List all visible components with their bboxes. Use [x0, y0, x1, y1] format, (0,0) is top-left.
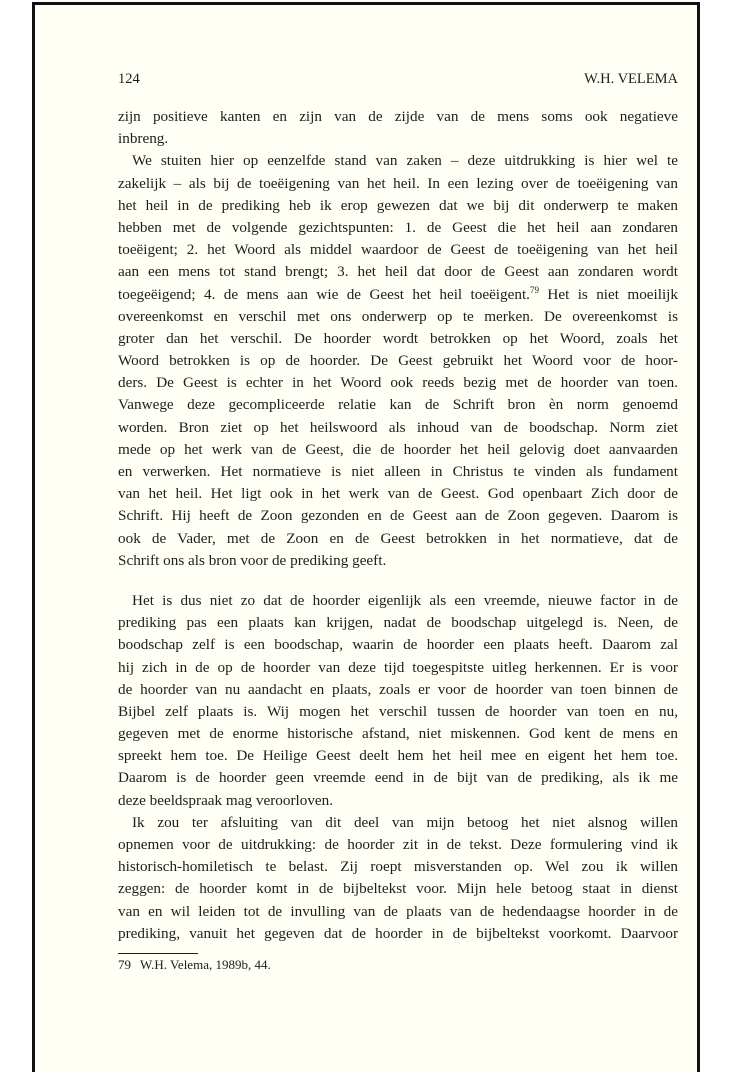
text-line: zijn positieve kanten en zijn van de zijde van de mens soms ook negatieve	[118, 108, 678, 125]
running-head	[118, 71, 678, 89]
text-line: hebben met de volgende gezichtspunten: 1. de Geest die het heil aan zondaren	[118, 218, 678, 236]
text-line: spreekt hem toe. De Heilige Geest deelt hem het heil mee en eigent het hem toe.	[118, 747, 678, 765]
paragraph	[118, 590, 678, 812]
paragraph	[118, 150, 678, 572]
paragraph-gap	[118, 572, 678, 590]
text-line: de hoorder van nu aandacht en plaats, zoals er voor de hoorder van toen binnen de	[118, 680, 678, 698]
text-line: van en wil leiden tot de invulling van de plaats van de hedendaagse hoorder in de	[118, 902, 678, 920]
text-line: hij zich in de op de hoorder van deze tijd toegespitste uitleg herkennen. Er is voor	[118, 658, 678, 676]
text-line: ders. De Geest is echter in het Woord ook reeds bezig met de hoorder van toen.	[118, 374, 678, 392]
text-line: Ik zou ter afsluiting van dit deel van mijn betoog het niet alsnog willen	[132, 813, 678, 831]
text-line: We stuiten hier op eenzelfde stand van zaken – deze uitdrukking is hier wel te	[132, 152, 678, 170]
text-line	[118, 284, 678, 306]
footnote	[118, 957, 271, 973]
body-text	[118, 106, 678, 945]
paragraph	[118, 106, 678, 150]
text-line: prediking, vanuit het gegeven dat de hoorder in de bijbeltekst voorkomt. Daarvoor	[118, 924, 678, 942]
text-line: zakelijk – als bij de toeëigening van het heil. In een lezing over de toeëigening van	[118, 174, 678, 192]
text-line: boodschap zelf is een boodschap, waarin de hoorder een plaats heeft. Daarom zal	[118, 636, 678, 654]
text-line: worden. Bron ziet op het heilswoord als inhoud van de boodschap. Norm ziet	[118, 418, 678, 436]
text-line: opnemen voor de uitdrukking: de hoorder zit in de tekst. Deze formulering vind ik	[118, 836, 678, 853]
page-number: 124	[118, 71, 140, 87]
text-line: Schrift. Hij heeft de Zoon gezonden en de Geest aan de Zoon gegeven. Daarom is	[118, 507, 678, 525]
text-line: Het is dus niet zo dat de hoorder eigenlijk als een vreemde, nieuwe factor in de	[132, 591, 678, 609]
text-line: historisch-homiletisch te belast. Zij roept misverstanden op. Wel zou ik willen	[118, 858, 678, 876]
text-line: mede op het werk van de Geest, die de hoorder het heil gelovig doet aanvaarden	[118, 440, 678, 458]
text-line: prediking pas een plaats kan krijgen, nadat de boodschap uitgelegd is. Neen, de	[118, 614, 678, 632]
footnote-text: W.H. Velema, 1989b, 44.	[140, 957, 271, 972]
line-segment: toegeëigend; 4. de mens aan wie de Geest het heil toeëigent.	[118, 285, 530, 303]
text-line: toeëigent; 2. het Woord als middel waardoor de Geest de toeëigening van het heil	[118, 241, 678, 259]
footnote-number: 79	[118, 957, 131, 972]
footnote-reference[interactable]: 79	[529, 284, 539, 295]
text-line: Vanwege deze gecompliceerde relatie kan de Schrift bron èn norm genoemd	[118, 396, 678, 414]
running-title: W.H. VELEMA	[584, 71, 678, 87]
text-line: het heil in de prediking heb ik erop gewezen dat we bij dit onderwerp te maken	[118, 196, 678, 214]
text-line: aan een mens tot stand brengt; 3. het heil dat door de Geest aan zondaren wordt	[118, 263, 678, 281]
footnote-divider	[118, 953, 198, 954]
text-line: ook de Vader, met de Zoon en de Geest betrokken in het normatieve, dat de	[118, 529, 678, 547]
text-line: Woord betrokken is op de hoorder. De Geest gebruikt het Woord voor de hoor-	[118, 352, 678, 370]
text-line: gegeven met de enorme historische afstand, niet miskennen. God kent de mens en	[118, 725, 678, 743]
text-line: groter dan het verschil. De hoorder wordt betrokken op het Woord, zoals het	[118, 329, 678, 347]
text-line: Schrift ons als bron voor de prediking geeft.	[118, 551, 387, 569]
text-line: van het heil. Het ligt ook in het werk van de Geest. God openbaart Zich door de	[118, 485, 678, 503]
text-line: en verwerken. Het normatieve is niet alleen in Christus te vinden als fundament	[118, 463, 678, 480]
text-line: zeggen: de hoorder komt in de bijbeltekst voor. Mijn hele betoog staat in dienst	[118, 880, 678, 898]
text-line: Daarom is de hoorder geen vreemde eend in de bijt van de prediking, als ik me	[118, 769, 678, 787]
paragraph	[118, 812, 678, 945]
text-line: overeenkomst en verschil met ons onderwerp op te merken. De overeenkomst is	[118, 307, 678, 325]
line-segment: Het is niet moeilijk	[538, 285, 678, 303]
text-line: inbreng.	[118, 130, 169, 148]
text-line: deze beeldspraak mag veroorloven.	[118, 791, 334, 809]
text-line: Bijbel zelf plaats is. Wij mogen het verschil tussen de hoorder van toen en nu,	[118, 702, 678, 720]
